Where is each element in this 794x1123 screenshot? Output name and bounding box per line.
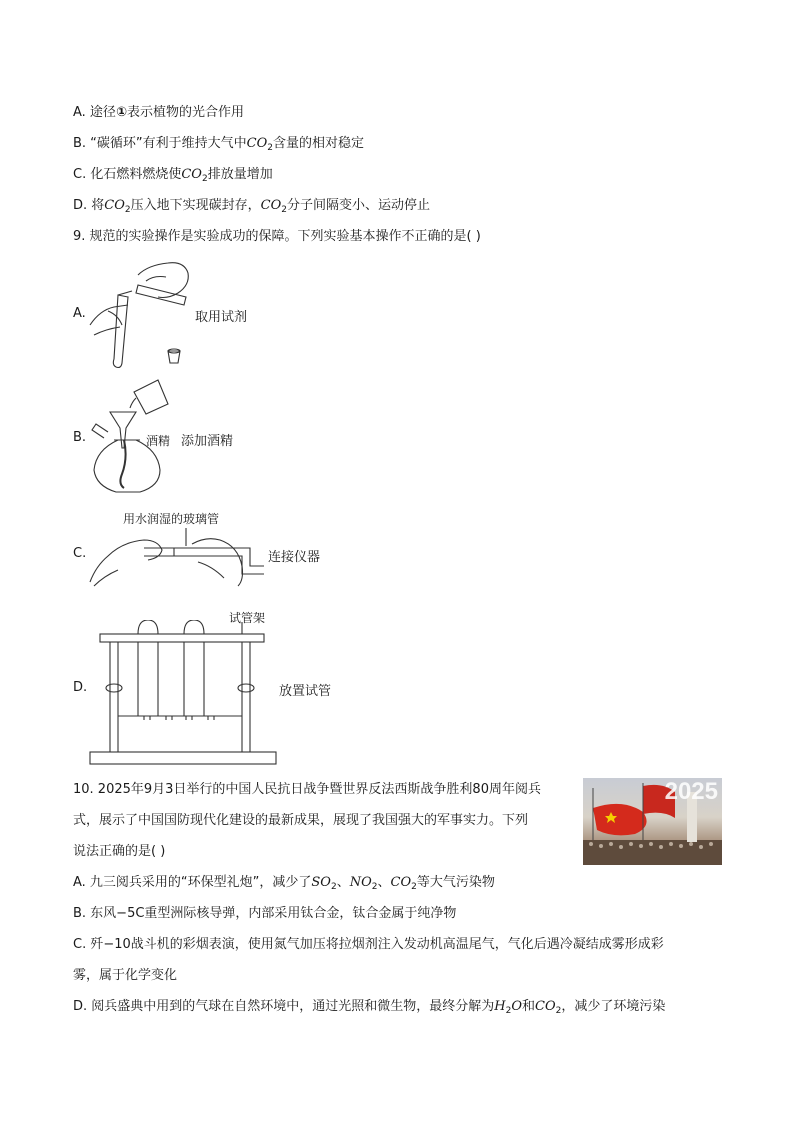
- q9-option-b-letter: B.: [73, 430, 87, 445]
- q9-option-a-letter: A.: [73, 306, 86, 321]
- q9-option-a-caption: 取用试剂: [195, 310, 248, 325]
- q10-stem-line1: 10. 2025年9月3日举行的中国人民抗日战争暨世界反法西斯战争胜利80周年阅兵: [73, 782, 541, 797]
- q10-option-c-line2: 雾，属于化学变化: [73, 968, 178, 983]
- q9-option-c-caption: 连接仪器: [268, 550, 321, 565]
- photo-year-text: 2025: [664, 778, 718, 805]
- q9-option-c-letter: C.: [73, 546, 87, 561]
- q9-option-d-caption: 放置试管: [279, 684, 332, 699]
- test-tube-rack-figure: [88, 620, 278, 768]
- q8-option-d: D. 将$CO_2$压入地下实现碳封存，$CO_2$分子间隔变小、运动停止: [73, 198, 430, 215]
- q10-option-c-line1: C. 歼−10战斗机的彩烟表演，使用氮气加压将拉烟剂注入发动机高温尾气，气化后遇冷凝结成雾形成彩: [73, 937, 664, 952]
- parade-photo: [583, 778, 722, 865]
- tube-rack-label: 试管架: [229, 611, 266, 625]
- q9-option-b-caption: 添加酒精: [181, 434, 234, 449]
- pour-reagent-figure: [88, 255, 193, 370]
- alcohol-label: 酒精: [146, 434, 171, 448]
- circled-number: ①: [115, 105, 127, 120]
- connect-apparatus-figure: [88, 526, 268, 588]
- q10-stem-line2: 式，展示了中国国防现代化建设的最新成果，展现了我国强大的军事实力。下列: [73, 813, 529, 828]
- q10-stem-line3: 说法正确的是( ): [73, 844, 166, 859]
- q9-option-d-letter: D.: [73, 680, 88, 695]
- q8-option-b: B. “碳循环”有利于维持大气中$CO_2$含量的相对稳定: [73, 136, 365, 153]
- q10-option-a: A. 九三阅兵采用的“环保型礼炮”，减少了$SO_2$、$NO_2$、$CO_2$等大气污染物: [73, 875, 495, 892]
- q8-option-a: A. 途径①表示植物的光合作用: [73, 105, 244, 120]
- glass-tube-label: 用水润湿的玻璃管: [123, 512, 220, 526]
- q8-option-c: C. 化石燃料燃烧使$CO_2$排放量增加: [73, 167, 273, 184]
- q9-stem: 9. 规范的实验操作是实验成功的保障。下列实验基本操作不正确的是( ): [73, 229, 481, 244]
- q10-option-d: D. 阅兵盛典中用到的气球在自然环境中，通过光照和微生物，最终分解为$H_2O$和$CO_2$，减少了环境污染: [73, 999, 666, 1016]
- q10-option-b: B. 东风−5C重型洲际核导弹，内部采用钛合金，钛合金属于纯净物: [73, 906, 457, 921]
